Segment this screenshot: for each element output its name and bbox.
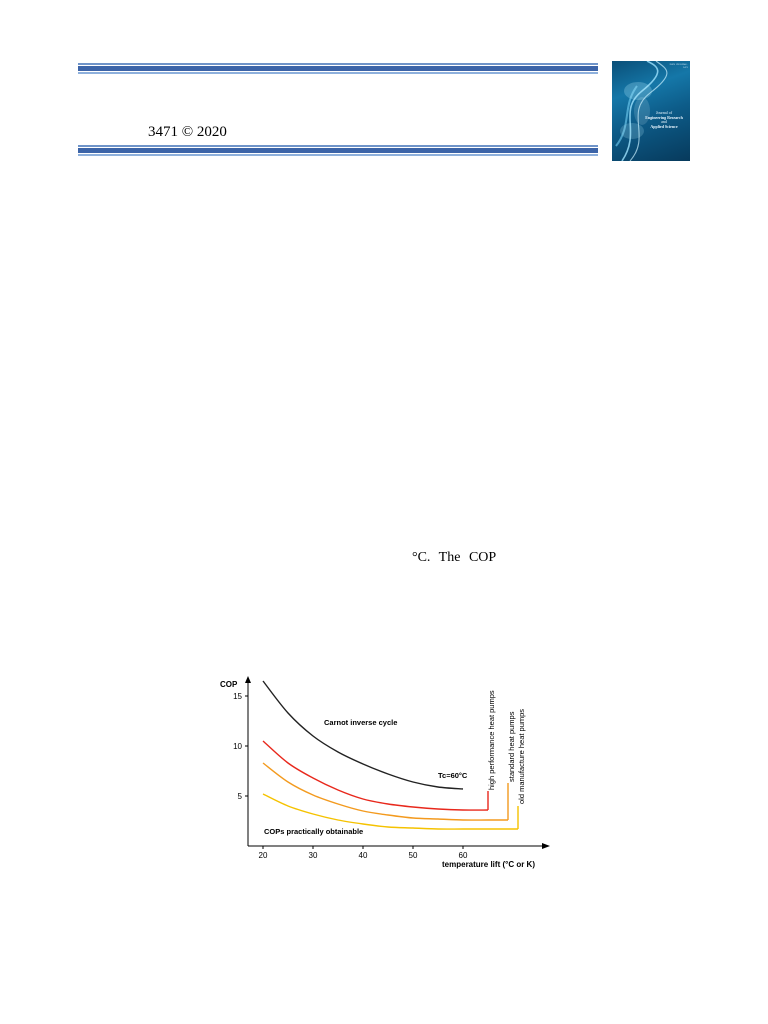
y-tick-label: 10 bbox=[233, 742, 242, 751]
cover-title-line: Engineering Research bbox=[645, 114, 683, 120]
practical-label: COPs practically obtainable bbox=[264, 827, 364, 836]
x-tick-label: 30 bbox=[308, 851, 318, 860]
x-tick-label: 50 bbox=[408, 851, 418, 860]
x-tick-label: 40 bbox=[358, 851, 368, 860]
x-tick-label: 20 bbox=[258, 851, 268, 860]
cover-title-line: Applied Science bbox=[650, 123, 678, 129]
standard-curve bbox=[263, 763, 508, 820]
vertical-series-label: old manufacture heat pumps bbox=[517, 708, 526, 804]
body-text-fragment: °C. The COP bbox=[412, 550, 497, 565]
header-top-rule bbox=[78, 63, 598, 74]
chart-series bbox=[263, 681, 518, 829]
y-axis-arrow bbox=[245, 676, 251, 683]
cover-title bbox=[640, 111, 688, 135]
old-manufacture-curve bbox=[263, 794, 518, 829]
tc-label: Tc=60°C bbox=[438, 771, 468, 780]
y-tick-label: 5 bbox=[237, 792, 242, 801]
cover-title-line: and bbox=[661, 119, 667, 125]
carnot-label: Carnot inverse cycle bbox=[324, 718, 398, 727]
vertical-series-label: high performance heat pumps bbox=[487, 690, 496, 790]
header-bottom-rule bbox=[78, 145, 598, 156]
y-tick-label: 15 bbox=[233, 692, 242, 701]
vertical-series-label: standard heat pumps bbox=[507, 711, 516, 782]
y-axis-title: COP bbox=[220, 680, 238, 689]
x-axis-arrow bbox=[542, 843, 550, 849]
copyright-line: 3471 © 2020 bbox=[148, 124, 227, 140]
cop-chart bbox=[214, 670, 554, 875]
cover-corner-text: ISSN 1919-9946 · 3471 bbox=[669, 63, 688, 69]
x-axis-title: temperature lift (°C or K) bbox=[442, 860, 535, 869]
x-tick-label: 60 bbox=[458, 851, 468, 860]
carnot-curve bbox=[263, 681, 463, 789]
chart-labels bbox=[220, 680, 535, 869]
cover-title-line: Journal of bbox=[655, 110, 673, 115]
journal-cover-image bbox=[612, 61, 690, 161]
